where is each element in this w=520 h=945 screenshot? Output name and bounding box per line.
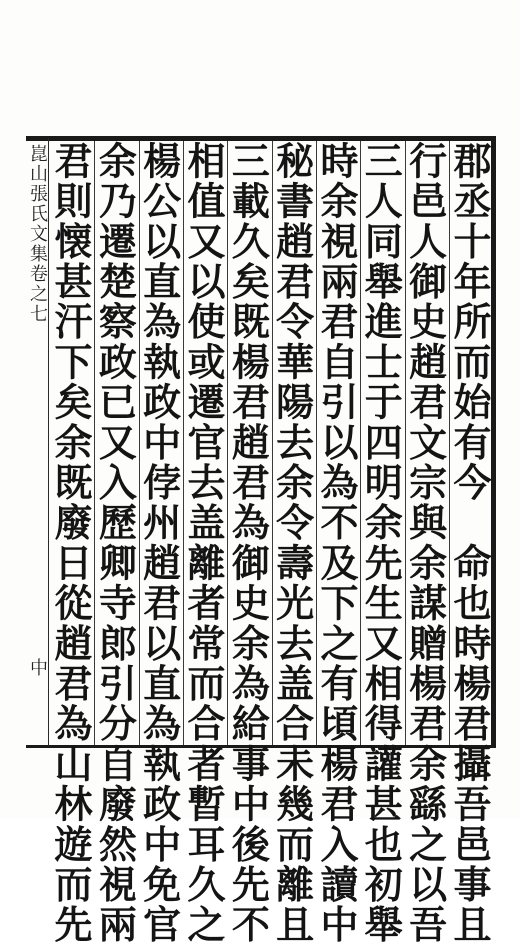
- main-text-block: [48, 141, 492, 945]
- text-column-3: 三人同舉進士于四明余先生又相得讙甚也初舉: [358, 141, 404, 945]
- text-column-5: 秘書趙君令華陽去余令壽光去盖合未幾而離且: [269, 141, 315, 945]
- text-column-9: 余乃遷楚察政已又入歷卿寺郎引分自廢然視兩: [92, 141, 138, 945]
- text-column-8: 楊公以直為執政中侼州趙君以直為執政中免官: [136, 141, 182, 945]
- page-margin-column: [26, 138, 49, 746]
- text-column-4: 時余視兩君自引以為不及下之有頃楊君入讀中: [313, 141, 359, 945]
- text-column-1: 郡丞十年所而始有今 命也時楊君攝吾邑事且: [446, 141, 492, 945]
- text-column-7: 相值又以使或遷官去盖離者常而合者暫耳久之: [180, 141, 226, 945]
- book-title-margin: 崑山張氏文集卷之七: [27, 144, 48, 324]
- text-column-10: 君則懐甚汗下矣余既廢日從趙君為山林遊而先: [48, 141, 93, 945]
- text-column-6: 三載久矣既楊君趙君為御史余為給事中後先不: [225, 141, 271, 945]
- page-section-mark: 中: [27, 658, 48, 676]
- text-column-2: 行邑人御史趙君文宗與余謀贈楊君余繇之以吾: [402, 141, 448, 945]
